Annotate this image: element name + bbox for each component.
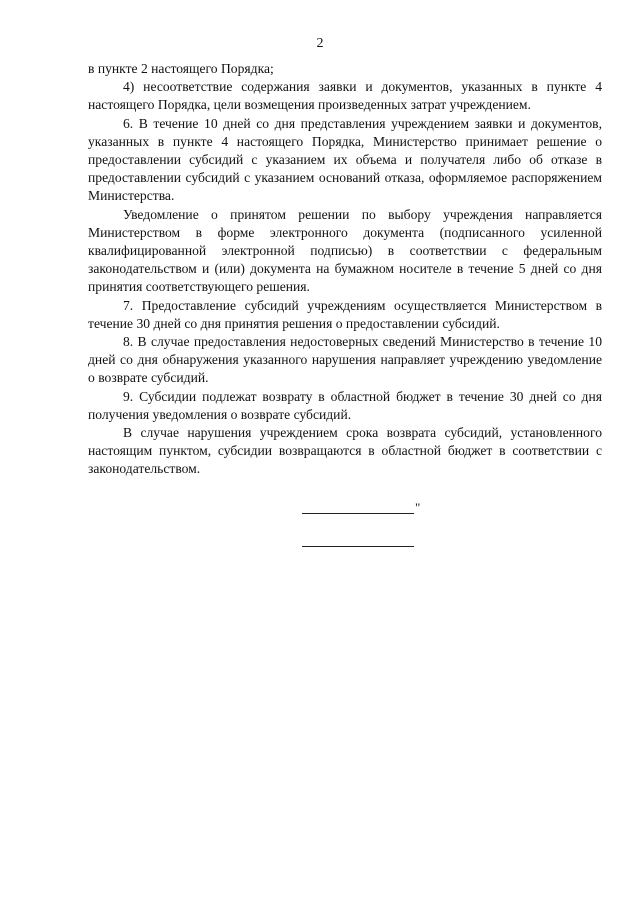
document-body bbox=[88, 60, 602, 479]
paragraph-violation: В случае нарушения учреждением срока возврата субсидий, установленного настоящим пунктом, субсидии возвращаются в областной бюджет в соответствии с законодательством. bbox=[88, 425, 602, 477]
paragraph-item-6: 6. В течение 10 дней со дня представления учреждением заявки и документов, указанных в пункте 4 настоящего Порядка, Министерство принимает решение о предоставлении субсидий с указанием их объема и получателя либо об отказе в предоставлении субсидий с указанием оснований отказа, оформляемое распоряжением Министерства. bbox=[88, 115, 602, 204]
paragraph-item-9: 9. Субсидии подлежат возврату в областной бюджет в течение 30 дней со дня получения уведомления о возврате субсидий. bbox=[88, 388, 602, 422]
closing-quote: " bbox=[415, 500, 421, 515]
page-number: 2 bbox=[316, 36, 324, 51]
paragraph-continuation: в пункте 2 настоящего Порядка; bbox=[88, 61, 274, 76]
paragraph-notification: Уведомление о принятом решении по выбору учреждения направляется Министерством в форме электронного документа (подписанного усиленной квалифицированной электронной подписью) в соответствии с федеральным законодательством и (или) документа на бумажном носителе в течение 5 дней со дня принятия соответствующего решения. bbox=[88, 206, 602, 295]
end-rule bbox=[302, 546, 414, 547]
closing-rule bbox=[302, 513, 414, 514]
paragraph-item-7: 7. Предоставление субсидий учреждениям осуществляется Министерством в течение 30 дней со дня принятия решения о предоставлении субсидий. bbox=[88, 297, 602, 331]
closing-mark bbox=[302, 502, 432, 522]
paragraph-item-4: 4) несоответствие содержания заявки и документов, указанных в пункте 4 настоящего Порядка, цели возмещения произведенных затрат учреждением. bbox=[88, 79, 602, 113]
paragraph-item-8: 8. В случае предоставления недостоверных сведений Министерство в течение 10 дней со дня обнаружения указанного нарушения направляет учреждению уведомление о возврате субсидий. bbox=[88, 334, 602, 386]
